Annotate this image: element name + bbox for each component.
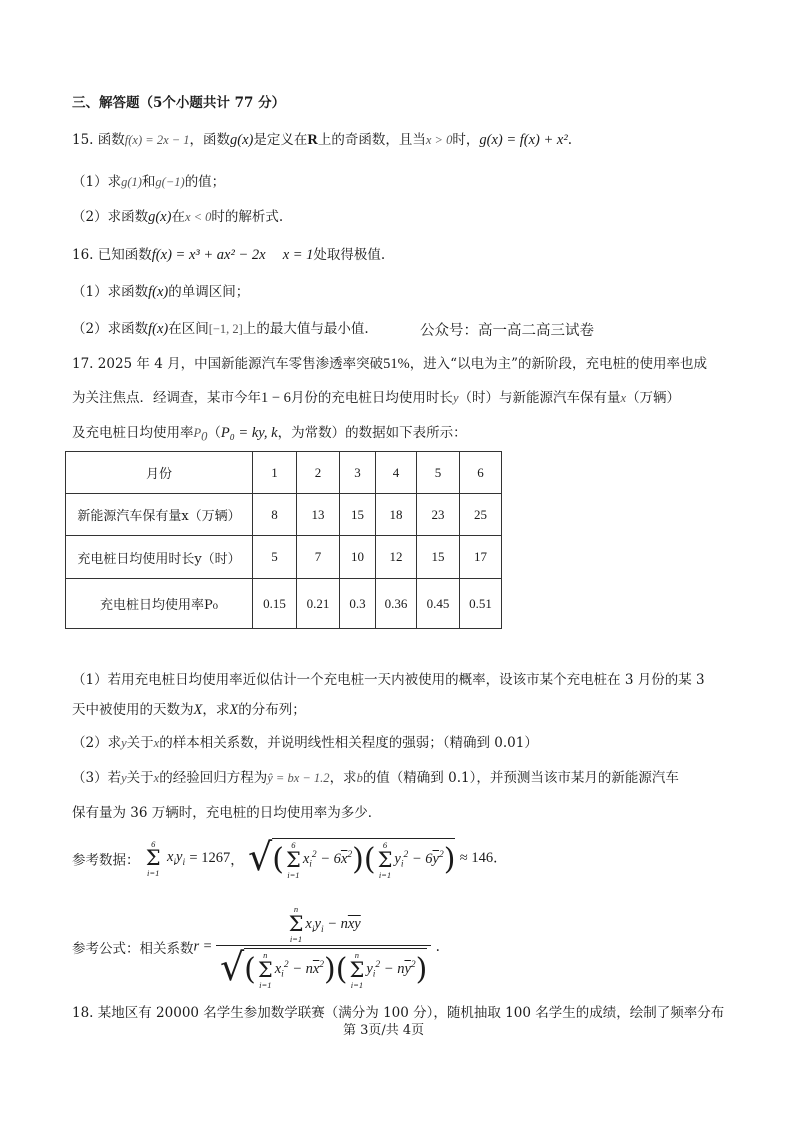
section-heading: 三、解答题（5个小题共计 77 分） [72,95,286,111]
q15-f-definition: f(x) = 2x − 1 [124,133,190,147]
q17-text: ，为常数）的数据如下表所示： [277,425,467,441]
table-row-label: 充电桩日均使用时长y（时） [66,536,253,579]
q15-text: ，函数 [189,132,231,148]
table-cell: 25 [460,494,502,536]
q15-text: 上的奇函数，且当 [317,132,426,148]
q15-g-definition: g(x) = f(x) + x² [479,132,568,148]
q18-line1: 18. 某地区有 20000 名学生参加数学联赛（满分为 100 分），随机抽取 100 名学生的成绩，绘制了频率分布 [72,1005,725,1021]
q16-line1 [72,246,385,264]
q15-line1 [72,131,572,149]
q17-p0-sub: 0 [201,429,208,444]
q15-text: 函数 [97,132,125,148]
q17-text: （2）求 [72,735,122,751]
q15-text: （2）求函数 [72,209,149,225]
q17-x: x [153,771,160,785]
table-cell: 6 [460,452,502,494]
q17-relation: P₀ = ky, k [220,425,278,441]
q17-sub1-line2 [72,701,306,719]
q17-text: 的样本相关系数，并说明线性相关程度的强弱；（精确到 0.01） [159,735,538,751]
q15-real-set: R [307,132,318,148]
reference-equals: = [203,938,212,955]
table-cell: 17 [460,536,502,579]
q17-text: （时）与新能源汽车保有量 [458,390,621,406]
q17-x: x [153,736,160,750]
q17-line2 [72,389,680,407]
reference-data: 参考数据： 6 Σ i=1 $x_iy_i = 1267$， √ ( 6 Σ i=1 $x_i^2 - 6\overline{x}^2$ ) ( 6 Σ i=1 $y_i^2 - 6\overline{y}^2$ ) ≈ 146. [72,835,498,880]
reference-end-dot: . [435,939,440,955]
q15-text: 是定义在 [253,132,308,148]
q17-table-body [66,452,502,629]
q17-text: 的经验回归方程为 [159,770,268,786]
table-cell: 15 [340,494,376,536]
sqrt-expression: √ ( 6 Σ i=1 $x_i^2 - 6\overline{x}^2$ ) ( 6 Σ i=1 $y_i^2 - 6\overline{y}^2$ ) [248,835,456,880]
q15-text: 在 [171,209,185,225]
page-footer: 第 3页/共 4页 [343,1023,425,1038]
q16-part1 [72,283,249,301]
q16-interval: [−1, 2] [208,322,243,336]
table-cell: 2 [297,452,340,494]
q15-part2 [72,208,283,226]
table-row-label: 充电桩日均使用率P₀ [66,579,253,629]
q16-f-symbol: f(x) [148,284,169,300]
q16-text: 上的最大值与最小值. [242,321,369,337]
reference-dot: . [493,850,498,867]
table-cell: 3 [340,452,376,494]
q15-text: （1）求 [72,174,122,190]
q17-text: ，求 [329,770,357,786]
q15-gm1: g(−1) [155,175,185,189]
q17-sub2 [72,734,538,752]
table-cell: 0.36 [376,579,417,629]
table-cell: 23 [417,494,460,536]
q15-number: 15. [72,132,94,148]
reference-sum-value: = 1267 [189,850,231,866]
q17-text: 关于 [126,770,154,786]
q17-X: X [229,702,239,718]
q15-text: 的值； [184,174,226,190]
reference-data-label: 参考数据： [72,852,140,869]
table-cell: 4 [376,452,417,494]
q16-f-symbol: f(x) [148,321,169,337]
q15-part1 [72,173,225,191]
q17-y: y [121,771,127,785]
q17-months: 1 − 6 [261,390,291,406]
q16-text: 的单调区间； [168,284,250,300]
table-cell: 5 [417,452,460,494]
reference-r: r [193,938,200,955]
q16-f-definition: f(x) = x³ + ax² − 2x [151,247,266,263]
q17-sub3-line2: 保有量为 36 万辆时，充电桩的日均使用率为多少． [72,805,382,821]
q16-text: （2）求函数 [72,321,149,337]
q17-line3 [72,424,467,446]
q17-y: y [452,391,459,405]
reference-approx-value: ≈ 146 [459,850,494,866]
table-cell: 18 [376,494,417,536]
q17-sub3-line1 [72,769,679,787]
watermark-ad: 公众号：高一高二高三试卷 [420,323,594,339]
q16-part2 [72,320,369,338]
table-cell: 8 [253,494,297,536]
q17-x: x [620,391,627,405]
reference-formula [72,905,440,989]
table-cell: 15 [417,536,460,579]
q15-text: 和 [141,174,156,190]
q17-text: （万辆） [626,390,681,406]
q17-text: ，进入“以电为主”的新阶段，充电桩的使用率也成 [409,356,707,372]
q17-text: 天中被使用的天数为 [72,702,194,718]
correlation-fraction: n Σ i=1 $x_iy_i - n\overline{xy}$ √ ( n Σ i=1 $x_i^2 - n\overline{x}^2$ ) ( n Σ i=1 $y_i^2 - n\overline{y}^2$ ) [216,905,431,989]
table-cell: 0.21 [297,579,340,629]
table-cell: 0.51 [460,579,502,629]
q15-condition-neg: x < 0 [184,210,212,224]
q17-text: 的值（精确到 0.1），并预测当该市某月的新能源汽车 [362,770,679,786]
table-cell: 12 [376,536,417,579]
q17-text: 17. 2025 年 4 月，中国新能源汽车零售渗透率突破 [72,356,384,372]
q17-text: 关于 [126,735,154,751]
q15-g-symbol: g(x) [230,132,254,148]
table-row-label: 月份 [66,452,253,494]
q15-text: . [567,132,572,148]
q17-text: 为关注焦点．经调查，某市今年 [72,390,261,406]
q15-text: 时的解析式. [211,209,284,225]
q17-data-table [65,451,502,629]
q15-g1: g(1) [121,175,142,189]
q15-condition: x > 0 [425,133,453,147]
q16-text: （1）求函数 [72,284,149,300]
table-row [66,494,502,536]
sum-symbol: 6 Σ i=1 [145,838,161,878]
q17-X: X [193,702,203,718]
table-row [66,579,502,629]
reference-formula-label: 参考公式：相关系数 [72,941,194,957]
table-cell: 0.15 [253,579,297,629]
q17-p0: P [193,426,202,440]
q16-point: x = 1 [282,247,314,263]
table-row-label: 新能源汽车保有量x（万辆） [66,494,253,536]
q17-text: ，求 [202,702,230,718]
q17-text: （3）若 [72,770,122,786]
q17-text: 月份的充电桩日均使用时长 [290,390,453,406]
q17-text: 的分布列； [238,702,306,718]
q17-text: （ [207,425,221,441]
q15-text: 时， [452,132,480,148]
q17-line1 [72,355,707,373]
table-row [66,452,502,494]
q17-b: b [356,771,363,785]
q16-text: 已知函数 [97,247,152,263]
q17-percent: 51% [383,356,410,372]
table-cell: 13 [297,494,340,536]
table-cell: 0.3 [340,579,376,629]
q17-text: 及充电桩日均使用率 [72,425,194,441]
table-cell: 1 [253,452,297,494]
table-cell: 10 [340,536,376,579]
table-cell: 0.45 [417,579,460,629]
table-cell: 5 [253,536,297,579]
q16-text: 处取得极值. [313,247,386,263]
q17-regression: ŷ = bx − 1.2 [267,771,330,785]
q17-y: y [121,736,127,750]
q16-number: 16. [72,247,94,263]
q15-g-symbol: g(x) [148,209,172,225]
table-cell: 7 [297,536,340,579]
table-row [66,536,502,579]
q17-sub1-line1: （1）若用充电桩日均使用率近似估计一个充电桩一天内被使用的概率，设该市某个充电桩在 3 月份的某 3 [72,672,705,688]
reference-comma: ， [230,852,244,869]
q16-text: 在区间 [168,321,209,337]
